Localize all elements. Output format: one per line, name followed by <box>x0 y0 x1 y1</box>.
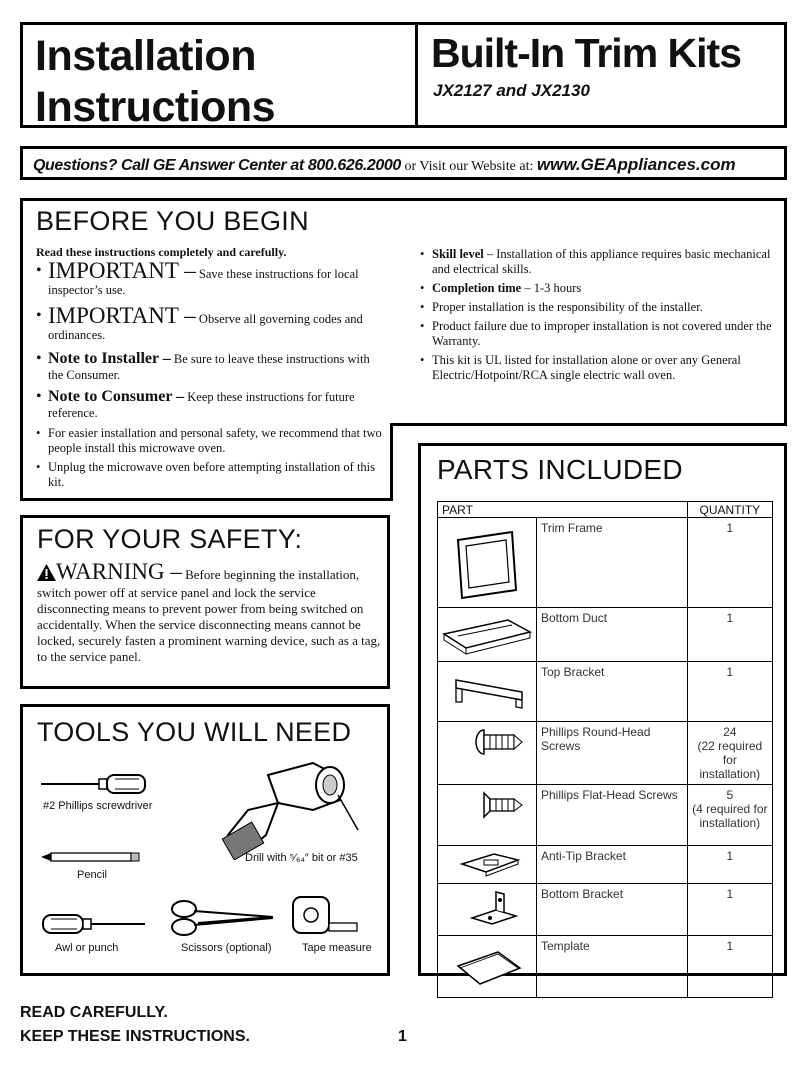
important-title: IMPORTANT – <box>48 258 196 283</box>
part-name: Template <box>537 936 688 998</box>
safety-heading: FOR YOUR SAFETY: <box>37 524 303 554</box>
skill-level-title: Skill level <box>432 247 484 261</box>
important-title: IMPORTANT – <box>48 303 196 328</box>
col-part: PART <box>438 502 688 518</box>
table-row <box>438 662 773 722</box>
part-name: Bottom Bracket <box>537 884 688 936</box>
divider <box>20 498 393 501</box>
part-image-cell <box>438 846 537 884</box>
completion-text: – 1-3 hours <box>521 281 582 295</box>
divider <box>784 198 787 426</box>
tool-label-screwdriver: #2 Phillips screwdriver <box>43 800 153 812</box>
pencil-icon <box>41 851 141 863</box>
important-text: Save these instructions for local inspector’s use. <box>48 267 359 297</box>
part-qty: 5 (4 required for installation) <box>687 785 772 846</box>
before-right-list <box>420 247 776 383</box>
important-text: Observe all governing codes and ordinances. <box>48 312 363 342</box>
warning-triangle-icon <box>37 564 56 585</box>
anti-tip-bracket-icon <box>438 846 536 880</box>
tape-measure-icon <box>291 895 361 939</box>
bottom-bracket-icon <box>438 884 536 932</box>
note-installer <box>36 351 386 383</box>
proper-installation: • Proper installation is the responsibility of the installer. <box>420 300 776 315</box>
contact-bar <box>20 146 787 180</box>
part-image-cell <box>438 662 537 722</box>
part-name: Anti-Tip Bracket <box>537 846 688 884</box>
product-failure: • Product failure due to improper installation is not covered under the Warranty. <box>420 319 776 349</box>
title-line-1: Installation <box>35 32 256 80</box>
warning-block <box>37 559 382 665</box>
divider <box>20 198 23 501</box>
header-product-box <box>415 22 787 128</box>
table-row <box>438 785 773 846</box>
parts-section <box>418 443 787 976</box>
website-link[interactable]: www.GEAppliances.com <box>536 155 736 174</box>
part-qty: 1 <box>687 884 772 936</box>
part-image-cell <box>438 608 537 662</box>
part-image-cell <box>438 884 537 936</box>
read-instruction: Read these instructions completely and carefully. <box>36 245 287 259</box>
table-row <box>438 518 773 608</box>
ul-listed: • This kit is UL listed for installation alone or over any General Electric/Hotpoint/RCA single electric wall oven. <box>420 353 776 383</box>
parts-header-row <box>438 502 773 518</box>
skill-level <box>420 247 776 277</box>
product-title: Built-In Trim Kits <box>431 30 741 76</box>
note-title: Note to Consumer – <box>48 388 185 405</box>
note-text: Be sure to leave these instructions with the Consumer. <box>48 352 370 382</box>
contact-question: Questions? Call GE Answer Center at 800.626.2000 <box>33 157 401 174</box>
note-title: Note to Installer – <box>48 350 171 367</box>
awl-icon <box>41 913 149 935</box>
part-image-cell <box>438 518 537 608</box>
round-head-screw-icon <box>438 722 536 762</box>
divider <box>390 423 393 501</box>
completion-time <box>420 281 776 296</box>
part-image-cell <box>438 936 537 998</box>
note-consumer <box>36 389 386 421</box>
part-name: Top Bracket <box>537 662 688 722</box>
part-name: Trim Frame <box>537 518 688 608</box>
part-qty: 24 (22 required for installation) <box>687 722 772 785</box>
tool-label-drill: Drill with ⁵⁄₆₄″ bit or #35 <box>245 852 358 864</box>
part-qty: 1 <box>687 662 772 722</box>
page-number: 1 <box>398 1028 407 1045</box>
scissors-icon <box>168 897 278 937</box>
warning-title: WARNING – <box>56 559 182 584</box>
important-item-2 <box>36 303 386 343</box>
before-heading: BEFORE YOU BEGIN <box>36 206 309 236</box>
part-name: Phillips Flat-Head Screws <box>537 785 688 846</box>
model-numbers: JX2127 and JX2130 <box>433 81 590 100</box>
parts-table <box>437 501 773 998</box>
table-row <box>438 884 773 936</box>
drill-icon <box>218 755 363 860</box>
screwdriver-icon <box>41 773 149 795</box>
part-image-cell <box>438 785 537 846</box>
part-qty: 1 <box>687 518 772 608</box>
parts-heading: PARTS INCLUDED <box>437 454 683 485</box>
tool-label-awl: Awl or punch <box>55 942 119 954</box>
flat-head-screw-icon <box>438 785 536 825</box>
bottom-duct-icon <box>438 608 536 658</box>
safety-section <box>20 515 390 689</box>
warning-text: Before beginning the installation, switch power off at service panel and lock the service disconnecting means to prevent power from being switched on accidentally. When the service disconnecting means cannot be locked, securely fasten a prominent warning device, such as a tag, to the service panel. <box>37 567 381 664</box>
part-image-cell <box>438 722 537 785</box>
table-row <box>438 608 773 662</box>
top-bracket-icon <box>438 662 536 718</box>
trim-frame-icon <box>438 518 536 604</box>
contact-line <box>33 155 736 175</box>
divider <box>390 423 787 426</box>
before-left-list <box>36 258 386 490</box>
table-row <box>438 936 773 998</box>
tool-label-tape: Tape measure <box>302 942 372 954</box>
tip-two-people: • For easier installation and personal safety, we recommend that two people install this microwave oven. <box>36 426 386 456</box>
tools-heading: TOOLS YOU WILL NEED <box>37 717 352 747</box>
header-title-box <box>20 22 418 131</box>
divider <box>20 198 787 201</box>
title-line-2: Instructions <box>35 83 276 131</box>
part-name: Phillips Round-Head Screws <box>537 722 688 785</box>
template-icon <box>438 936 536 994</box>
part-qty: 1 <box>687 608 772 662</box>
page-title <box>35 33 275 130</box>
footer-read-carefully: READ CAREFULLY. <box>20 1004 168 1021</box>
tip-unplug: • Unplug the microwave oven before attempting installation of this kit. <box>36 460 386 490</box>
col-quantity: QUANTITY <box>687 502 772 518</box>
tool-label-pencil: Pencil <box>77 869 107 881</box>
footer-keep-instructions: KEEP THESE INSTRUCTIONS. <box>20 1028 250 1045</box>
completion-title: Completion time <box>432 281 522 295</box>
table-row <box>438 846 773 884</box>
important-item-1 <box>36 258 386 298</box>
skill-level-text: – Installation of this appliance requires basic mechanical and electrical skills. <box>432 247 771 276</box>
table-row <box>438 722 773 785</box>
tool-label-scissors: Scissors (optional) <box>181 942 272 954</box>
part-qty: 1 <box>687 936 772 998</box>
part-qty: 1 <box>687 846 772 884</box>
note-text: Keep these instructions for future reference. <box>48 390 355 420</box>
tools-section <box>20 704 390 976</box>
contact-or-visit: or Visit our Website at: <box>400 159 537 174</box>
part-name: Bottom Duct <box>537 608 688 662</box>
